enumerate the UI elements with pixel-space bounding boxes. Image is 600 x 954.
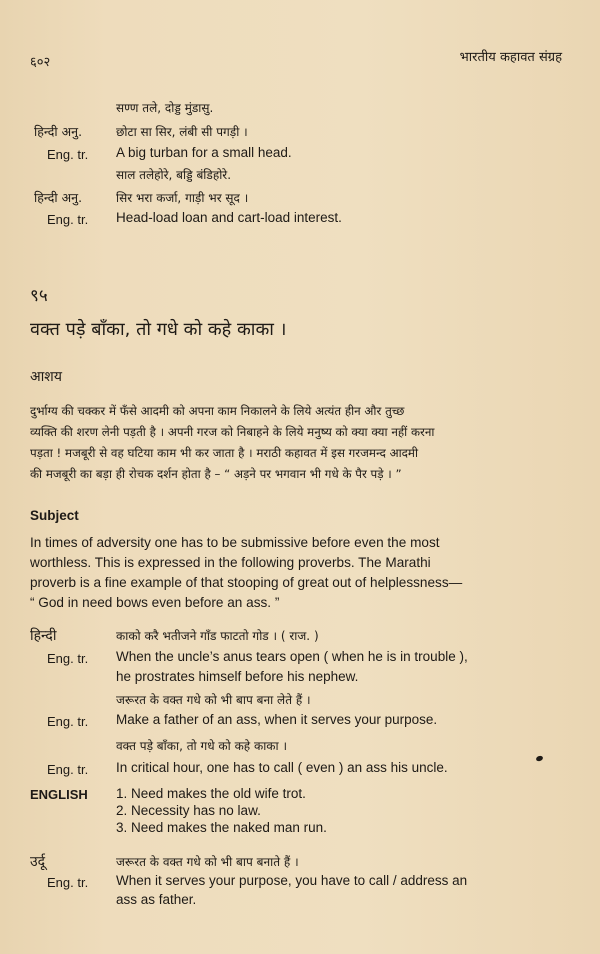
english-translation: A big turban for a small head. <box>116 145 292 160</box>
english-translation-label: Eng. tr. <box>47 875 89 890</box>
english-translation-label: Eng. tr. <box>47 212 89 227</box>
english-translation: ass as father. <box>116 892 197 907</box>
entry-title: वक्त पड़े बाँका, तो गधे को कहे काका । <box>30 319 287 340</box>
book-page: ६०२ भारतीय कहावत संग्रह सण्ण तले, दोड्ड मुंडासु. हिन्दी अनु. छोटा सा सिर, लंबी सी पगड़ी । Eng. tr. A big turban for a small head. साल तलेहोरे, बड्डि बंडिहोरे. हिन्दी अनु. सिर भरा कर्जा, गाड़ी भर सूद । Eng. tr. Head-load loan and cart-load interest. ९५ वक्त पड़े बाँका, तो गधे को कहे काका । आशय दुर्भाग्य की चक्कर में फँसे आदमी को अपना काम निकालने के लिये अत्यंत हीन और तुच्छ व्यक्ति की शरण लेनी पड़ती है । अपनी गरज को निबाहने के लिये मनुष्य को क्या क्या नहीं करना पड़ता ! मजबूरी से वह घटिया काम भी कर जाता है । मराठी कहावत में इस गरजमन्द आदमी की मजबूरी का बड़ा ही रोचक दर्शन होता है – “ अड़ने पर भगवान भी गधे के पैर पड़े । ” Subject In times of adversity one has to be submissive before even the most worthless. This is expressed in the following proverbs. The Marathi proverb is a fine example of that stooping of great out of helplessness— “ God in need bows even before an ass. ” हिन्दी काको करै भतीजने गाँड फाटतो गोड । ( राज. ) Eng. tr. When the uncle’s anus tears open ( when he is in trouble ), he prostrates himself before his nephew. जरूरत के वक्त गधे को भी बाप बना लेते हैं । Eng. tr. Make a father of an ass, when it serves your purpose. वक्त पड़े बाँका, तो गधे को कहे काका । Eng. tr. In critical hour, one has to call ( even ) an ass his uncle. ENGLISH 1. Need makes the old wife trot. 2. Necessity has no law. 3. Need makes the naked man run. उर्दू जरूरत के वक्त गधे को भी बाप बनाते हैं । Eng. tr. When it serves your purpose, you have to call / address an ass as father. <box>0 0 600 954</box>
english-translation: In critical hour, one has to call ( even ) an ass his uncle. <box>116 760 448 775</box>
running-title: भारतीय कहावत संग्रह <box>459 50 562 65</box>
english-translation: Head-load loan and cart-load interest. <box>116 210 342 225</box>
subject-line: “ God in need bows even before an ass. ” <box>30 595 280 610</box>
urdu-language-label: उर्दू <box>30 854 46 870</box>
english-proverb: 1. Need makes the old wife trot. <box>116 786 306 801</box>
hindi-proverb: जरूरत के वक्त गधे को भी बाप बना लेते हैं । <box>116 693 311 707</box>
marathi-proverb: वक्त पड़े बाँका, तो गधे को कहे काका । <box>116 739 287 753</box>
english-translation-label: Eng. tr. <box>47 714 89 729</box>
rajasthani-proverb: काको करै भतीजने गाँड फाटतो गोड । ( राज. ) <box>116 629 319 643</box>
urdu-proverb: जरूरत के वक्त गधे को भी बाप बनाते हैं । <box>116 855 299 869</box>
subject-line: proverb is a fine example of that stooping of great out of helplessness— <box>30 575 463 590</box>
english-proverb: 2. Necessity has no law. <box>116 803 261 818</box>
english-translation-label: Eng. tr. <box>47 147 89 162</box>
hindi-language-label: हिन्दी <box>30 628 57 644</box>
hindi-translation: छोटा सा सिर, लंबी सी पगड़ी । <box>116 125 248 139</box>
hindi-translation: सिर भरा कर्जा, गाड़ी भर सूद । <box>116 191 249 205</box>
english-translation: he prostrates himself before his nephew. <box>116 669 359 684</box>
english-translation-label: Eng. tr. <box>47 762 89 777</box>
english-language-label: ENGLISH <box>30 787 88 802</box>
subject-line: In times of adversity one has to be submissive before even the most <box>30 535 440 550</box>
english-translation: Make a father of an ass, when it serves your purpose. <box>116 712 438 727</box>
kannada-proverb-2: साल तलेहोरे, बड्डि बंडिहोरे. <box>116 168 232 182</box>
hindi-translation-label: हिन्दी अनु. <box>34 124 83 139</box>
english-translation-label: Eng. tr. <box>47 651 89 666</box>
ink-spot <box>535 755 543 762</box>
english-proverb: 3. Need makes the naked man run. <box>116 820 327 835</box>
meaning-heading: आशय <box>30 369 62 385</box>
page-number: ६०२ <box>30 55 51 70</box>
english-translation: When it serves your purpose, you have to call / address an <box>116 873 468 888</box>
hindi-translation-label: हिन्दी अनु. <box>34 190 83 205</box>
entry-number: ९५ <box>30 286 48 306</box>
subject-line: worthless. This is expressed in the following proverbs. The Marathi <box>30 555 431 570</box>
kannada-proverb-1: सण्ण तले, दोड्ड मुंडासु. <box>116 101 214 115</box>
subject-heading: Subject <box>30 508 79 523</box>
english-translation: When the uncle’s anus tears open ( when he is in trouble ), <box>116 649 468 664</box>
